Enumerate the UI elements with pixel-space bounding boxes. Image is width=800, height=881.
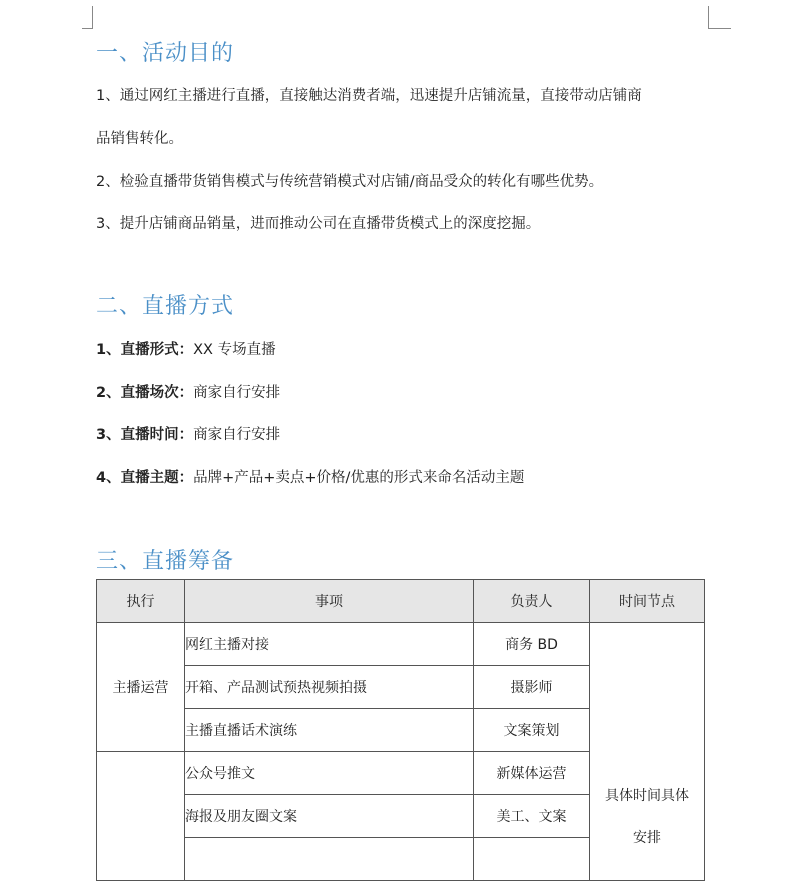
timeline-cell [590,623,705,881]
section-heading-preparation: 三、直播筹备 [96,549,235,574]
owner-cell: 商务 BD [474,623,590,666]
owner-cell: 摄影师 [474,666,590,709]
owner-cell: 美工、文案 [474,795,590,838]
method-item-label: 1、直播形式： [96,342,194,358]
purpose-paragraph-1: 1、通过网红主播进行直播，直接触达消费者端，迅速提升店铺流量，直接带动店铺商 [96,88,642,104]
header-owner: 负责人 [474,580,590,623]
method-item-value: XX 专场直播 [193,342,276,358]
table-row [97,623,705,666]
task-cell: 网红主播对接 [185,623,474,666]
method-item-1 [96,338,276,359]
method-item-label: 4、直播主题： [96,470,194,486]
page-corner-mark-right [708,6,731,29]
table-header-row [97,580,705,623]
purpose-paragraph-1-cont: 品销售转化。 [96,131,183,147]
group-anchor-ops: 主播运营 [97,623,185,752]
method-item-3 [96,423,280,444]
task-cell: 公众号推文 [185,752,474,795]
group-promotion [97,752,185,881]
method-item-value: 品牌+产品+卖点+价格/优惠的形式来命名活动主题 [193,470,525,486]
header-task: 事项 [185,580,474,623]
header-timeline: 时间节点 [590,580,705,623]
method-item-4 [96,466,524,487]
method-item-label: 3、直播时间： [96,427,194,443]
task-cell: 海报及朋友圈文案 [185,795,474,838]
method-item-2 [96,381,280,402]
section-heading-method: 二、直播方式 [96,294,235,319]
method-item-value: 商家自行安排 [193,385,281,401]
purpose-paragraph-2: 2、检验直播带货销售模式与传统营销模式对店铺/商品受众的转化有哪些优势。 [96,174,604,190]
timeline-text-line1: 具体时间具体 [605,788,689,804]
method-item-value: 商家自行安排 [193,427,281,443]
purpose-paragraph-3: 3、提升店铺商品销量，进而推动公司在直播带货模式上的深度挖掘。 [96,216,541,232]
timeline-text-line2: 安排 [633,830,661,846]
section-heading-purpose: 一、活动目的 [96,41,235,66]
header-execute: 执行 [97,580,185,623]
owner-cell: 文案策划 [474,709,590,752]
owner-cell: 新媒体运营 [474,752,590,795]
task-cell: 主播直播话术演练 [185,709,474,752]
method-item-label: 2、直播场次： [96,385,194,401]
task-cell: 开箱、产品测试预热视频拍摄 [185,666,474,709]
page-corner-mark-left [82,6,93,29]
preparation-table [96,579,705,881]
